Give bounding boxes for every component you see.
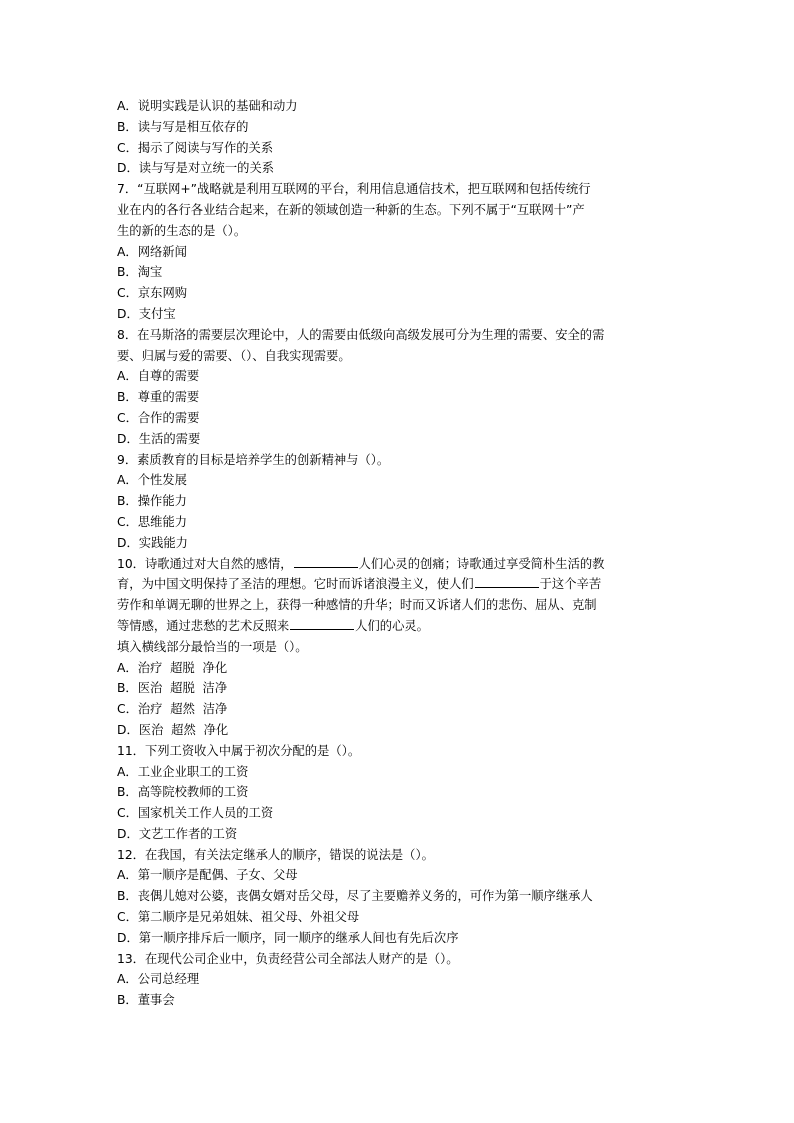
option-q9-a: A．个性发展 — [117, 473, 187, 488]
question-10-line2: 育，为中国文明保持了圣洁的理想。它时而诉诸浪漫主义，使人们 于这个辛苦 — [117, 577, 602, 592]
option-q8-a: A．自尊的需要 — [117, 369, 200, 384]
option-q12-a: A．第一顺序是配偶、子女、父母 — [117, 868, 298, 883]
option-q11-a: A．工业企业职工的工资 — [117, 764, 249, 779]
question-7-line2: 业在内的各行各业结合起来，在新的领域创造一种新的生态。下列不属于“互联网十”产 — [117, 202, 585, 217]
option-q7-d: D．支付宝 — [117, 306, 176, 321]
question-11: 11．下列工资收入中属于初次分配的是（）。 — [117, 743, 361, 758]
question-7-line1: 7．“互联网+”战略就是利用互联网的平台，利用信息通信技术，把互联网和包括传统行 — [117, 182, 591, 197]
question-8-line2: 要、归属与爱的需要、（）、自我实现需要。 — [117, 348, 351, 363]
option-q13-b: B．董事会 — [117, 993, 175, 1008]
option-q13-a: A．公司总经理 — [117, 972, 200, 987]
question-10-line4: 等情感，通过悲愁的艺术反照来 人们的心灵。 — [117, 618, 429, 633]
option-q6-a: A．说明实践是认识的基础和动力 — [117, 99, 298, 113]
option-q12-d: D．第一顺序排斥后一顺序，同一顺序的继承人间也有先后次序 — [117, 930, 459, 945]
option-q12-b: B．丧偶儿媳对公婆，丧偶女婿对岳父母，尽了主要赡养义务的，可作为第一顺序继承人 — [117, 889, 593, 904]
option-q7-a: A．网络新闻 — [117, 244, 187, 259]
option-q7-b: B．淘宝 — [117, 265, 163, 280]
option-q11-d: D．文艺工作者的工资 — [117, 826, 238, 841]
option-q10-a: A．治疗 超脱 净化 — [117, 660, 228, 675]
option-q11-c: C．国家机关工作人员的工资 — [117, 806, 274, 821]
question-9: 9．素质教育的目标是培养学生的创新精神与（）。 — [117, 452, 390, 467]
fill-blank-1 — [294, 555, 358, 568]
option-q9-d: D．实践能力 — [117, 535, 188, 550]
question-10-line3: 劳作和单调无聊的世界之上，获得一种感情的升华；时而又诉诸人们的悲伤、屈从、克制 — [117, 598, 597, 613]
option-q12-c: C．第二顺序是兄弟姐妹、祖父母、外祖父母 — [117, 910, 360, 925]
question-13: 13．在现代公司企业中，负责经营公司全部法人财产的是（）。 — [117, 951, 459, 966]
document-page — [117, 96, 677, 1011]
option-q10-b: B．医治 超脱 洁净 — [117, 681, 228, 696]
question-8-line1: 8．在马斯洛的需要层次理论中，人的需要由低级向高级发展可分为生理的需要、安全的需 — [117, 327, 605, 342]
option-q11-b: B．高等院校教师的工资 — [117, 785, 249, 800]
option-q6-d: D．读与写是对立统一的关系 — [117, 161, 275, 176]
option-q9-b: B．操作能力 — [117, 494, 187, 509]
option-q7-c: C．京东网购 — [117, 286, 188, 301]
question-10-prompt: 填入横线部分最恰当的一项是（）。 — [117, 639, 308, 654]
option-q9-c: C．思维能力 — [117, 514, 188, 529]
question-10-line1: 10．诗歌通过对大自然的感情， 人们心灵的创痛；诗歌通过享受简朴生活的教 — [117, 556, 605, 571]
fill-blank-2 — [475, 575, 539, 588]
question-7-line3: 生的新的生态的是（）。 — [117, 223, 247, 238]
option-q8-b: B．尊重的需要 — [117, 390, 200, 405]
question-12: 12．在我国，有关法定继承人的顺序，错误的说法是（）。 — [117, 847, 434, 862]
fill-blank-3 — [290, 617, 354, 630]
option-q6-b: B．读与写是相互依存的 — [117, 119, 249, 134]
option-q10-c: C．治疗 超然 洁净 — [117, 702, 228, 717]
option-q8-c: C．合作的需要 — [117, 410, 200, 425]
option-q6-c: C．揭示了阅读与写作的关系 — [117, 140, 274, 155]
option-q8-d: D．生活的需要 — [117, 431, 201, 446]
option-q10-d: D．医治 超然 净化 — [117, 722, 229, 737]
